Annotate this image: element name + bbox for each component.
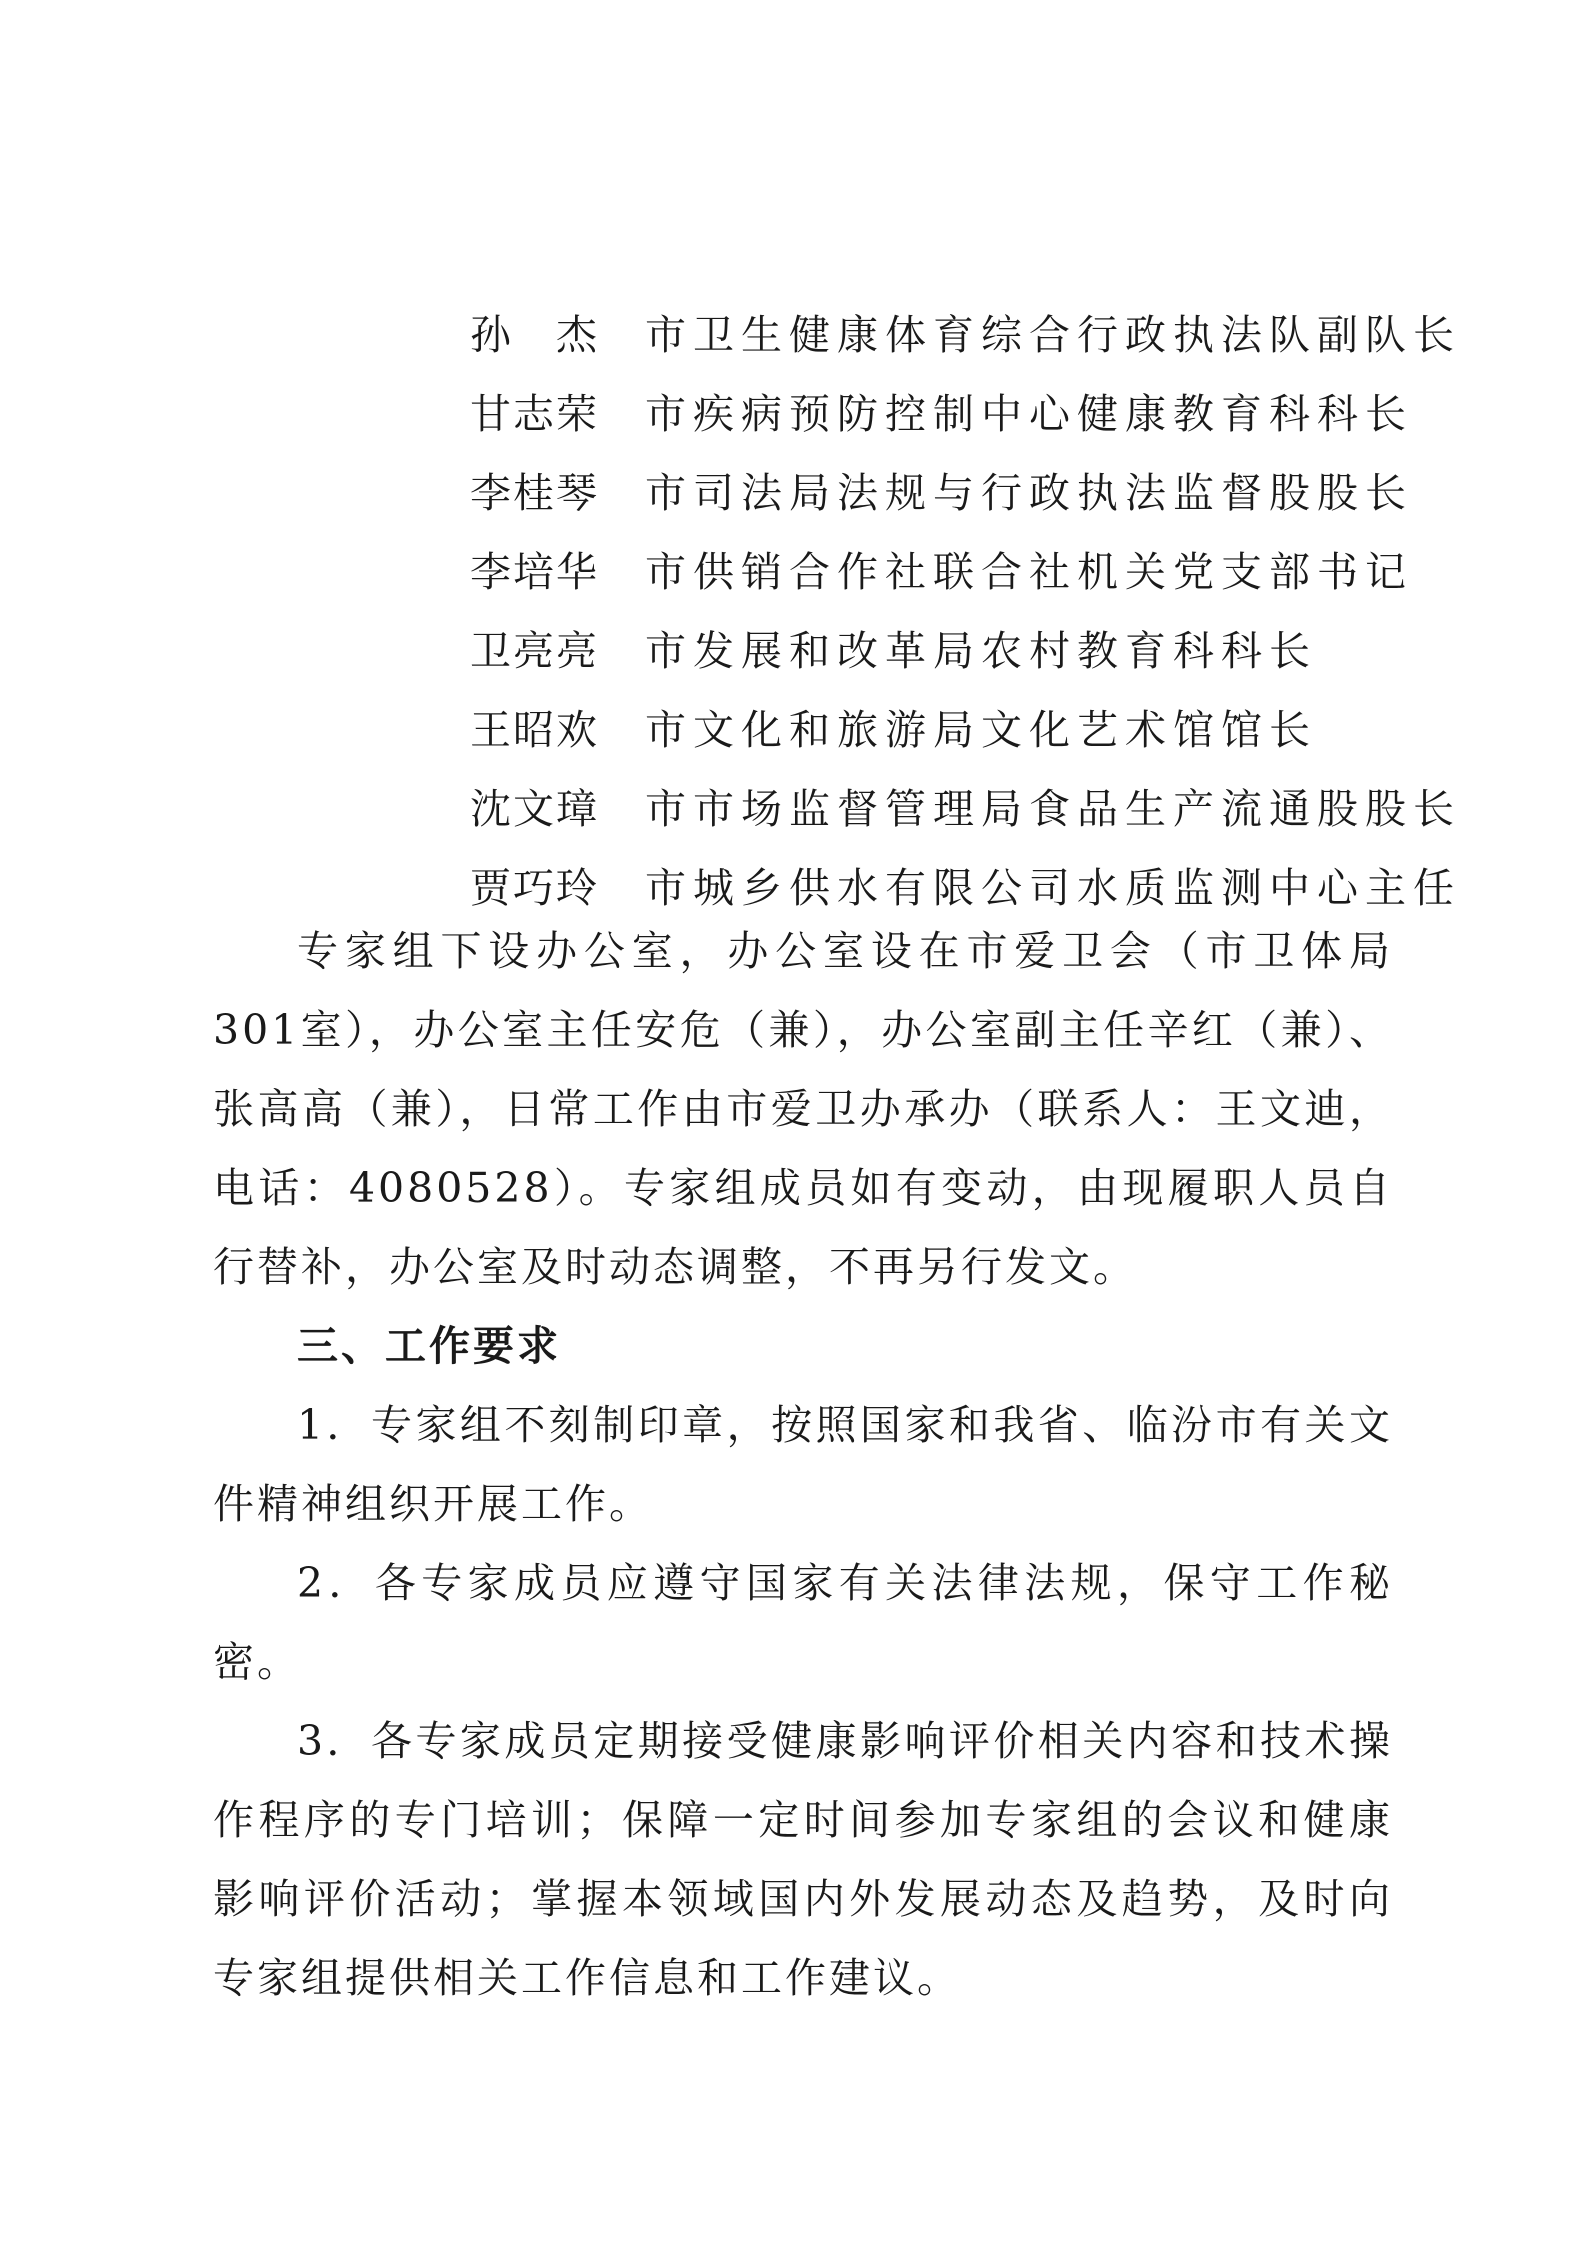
member-name: 孙 杰 [470,311,599,359]
member-row [470,691,1470,770]
member-row [470,533,1470,612]
member-name: 卫亮亮 [470,627,599,675]
section-heading: 三、工作要求 [297,1322,561,1370]
office-paragraph: 专家组下设办公室，办公室设在市爱卫会（市卫体局301室），办公室主任安危（兼），办公室副主任辛红（兼）、张高高（兼），日常工作由市爱卫办承办（联系人：王文迪，电话：4080528）。专家组成员如有变动，由现履职人员自行替补，办公室及时动态调整，不再另行发文。 [213,927,1393,1291]
member-name: 沈文璋 [470,785,599,833]
member-row [470,612,1470,691]
member-name: 李桂琴 [470,469,599,517]
member-name: 贾巧玲 [470,864,599,912]
member-title: 市司法局法规与行政执法监督股股长 [645,469,1413,517]
member-title: 市疾病预防控制中心健康教育科科长 [645,390,1413,438]
member-row [470,454,1470,533]
member-row [470,296,1470,375]
member-name: 甘志荣 [470,390,599,438]
member-title: 市供销合作社联合社机关党支部书记 [645,548,1413,596]
member-title: 市发展和改革局农村教育科科长 [645,627,1317,675]
member-name: 李培华 [470,548,599,596]
requirement-item: 1．专家组不刻制印章，按照国家和我省、临汾市有关文件精神组织开展工作。 [213,1401,1393,1528]
expert-member-list [470,296,1470,928]
member-title: 市卫生健康体育综合行政执法队副队长 [645,311,1461,359]
member-title: 市城乡供水有限公司水质监测中心主任 [645,864,1461,912]
requirement-item: 3．各专家成员定期接受健康影响评价相关内容和技术操作程序的专门培训；保障一定时间参加专家组的会议和健康影响评价活动；掌握本领域国内外发展动态及趋势，及时向专家组提供相关工作信息和工作建议。 [213,1717,1393,2002]
member-title: 市市场监督管理局食品生产流通股股长 [645,785,1461,833]
requirement-item: 2．各专家成员应遵守国家有关法律法规，保守工作秘密。 [213,1559,1393,1686]
member-name: 王昭欢 [470,706,599,754]
member-row [470,375,1470,454]
document-body [213,912,1393,2018]
member-row [470,770,1470,849]
member-title: 市文化和旅游局文化艺术馆馆长 [645,706,1317,754]
